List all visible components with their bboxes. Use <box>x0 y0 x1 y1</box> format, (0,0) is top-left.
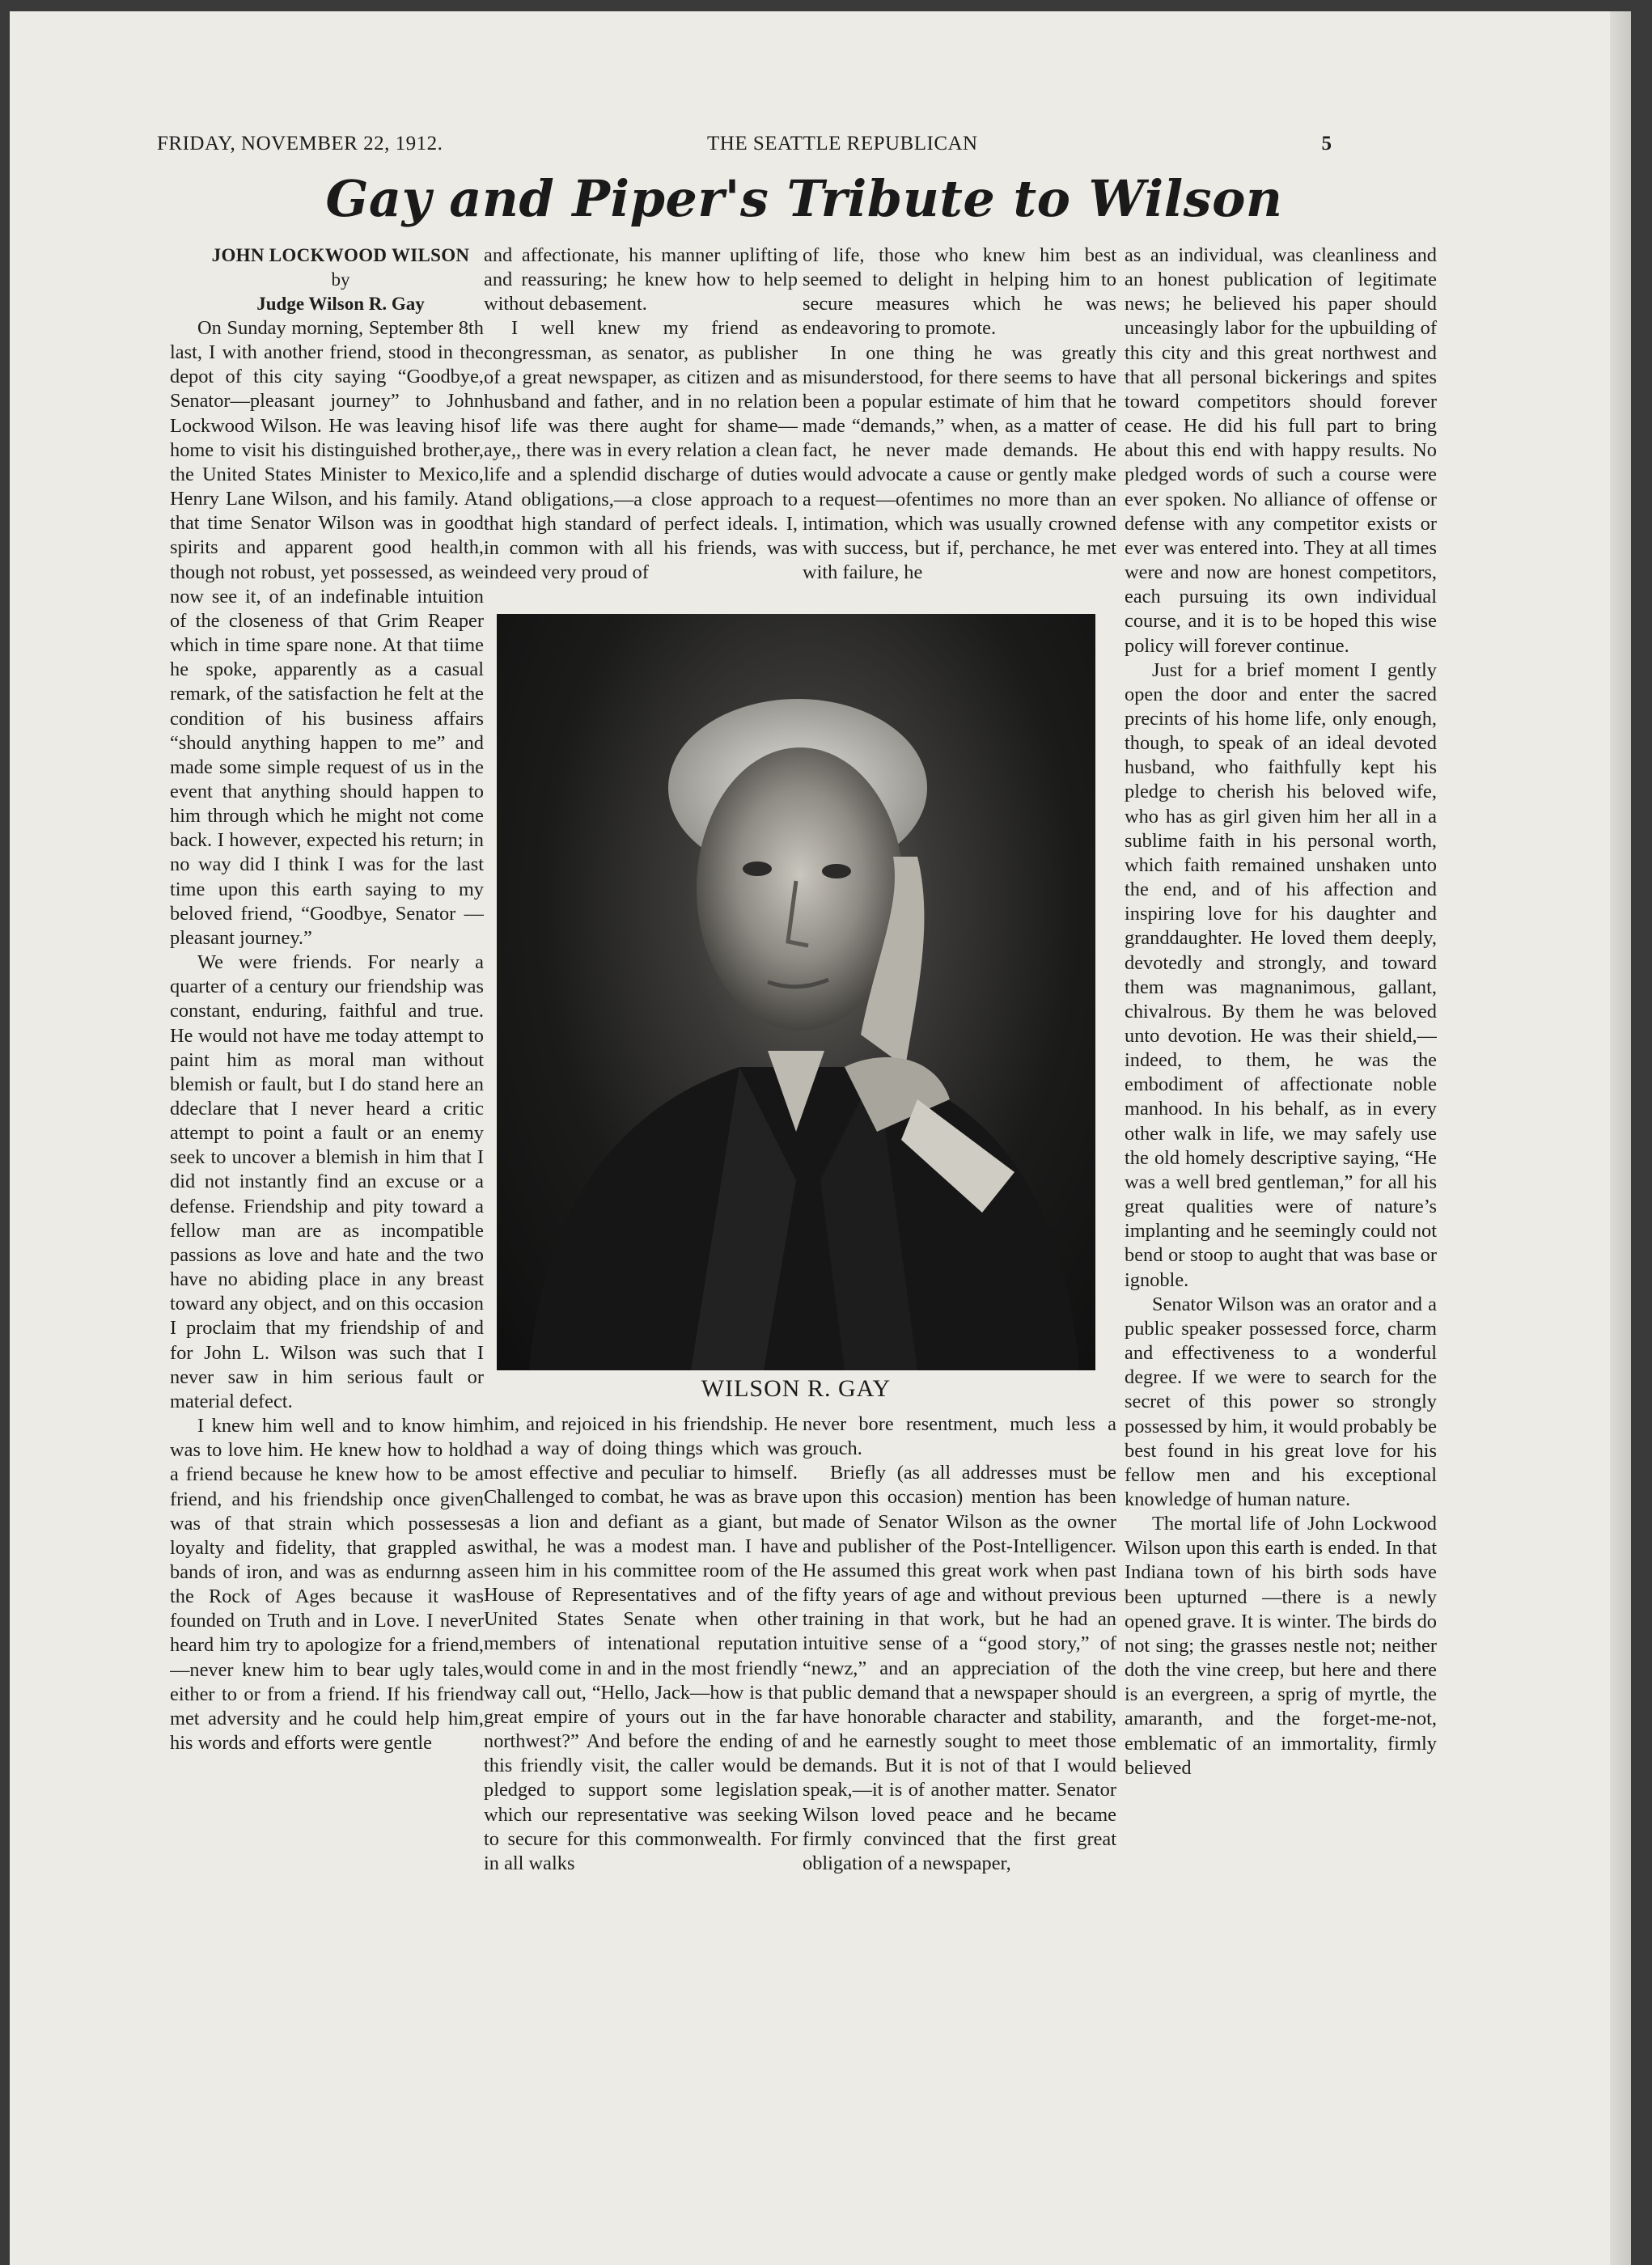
byline-by: by <box>331 269 350 290</box>
page-edge <box>1610 11 1631 2265</box>
newspaper-page <box>10 11 1631 2265</box>
article-headline: Gay and Piper's Tribute to Wilson <box>325 169 1283 228</box>
text-column-3-top <box>803 243 1116 620</box>
paragraph: him, and rejoiced in his friendship. He had a way of doing things which was most effective and peculiar to himself. Challenged to combat, he was as brave as a lion and defiant as a giant, but withal, he was a modest man. I have seen him in his committee room of the House of Representatives and of the United States Senate when other members of intenational reputation would come in and in the most friendly way call out, “Hello, Jack—how is that great empire of yours out in the far northwest?” And before the ending of this friendly visit, the caller would be pledged to support some legislation which our representative was seeking to secure for this commonwealth. For in all walks <box>484 1413 798 1874</box>
portrait-photo <box>497 614 1095 1370</box>
paragraph: never bore resentment, much less a grouch. <box>803 1413 1116 1460</box>
text-column-2-top <box>484 243 798 620</box>
paragraph: of life, those who knew him best seemed to delight in helping him to secure measures which he was endeavoring to promote. <box>803 244 1116 340</box>
text-column-2-bottom <box>484 1412 798 1954</box>
paragraph: The mortal life of John Lockwood Wilson upon this earth is ended. In that Indiana town of his birth sods have been upturned —there is a newly opened grave. It is winter. The birds do not sing; the grasses nestle not; neither doth the vine creep, but here and there is an evergreen, a sprig of myrtle, the amaranth, and the forget-me-not, emblematic of an immortality, firmly believed <box>1125 1513 1437 1779</box>
paragraph: as an individual, was cleanliness and an honest publication of legitimate news; he believed his paper should unceasingly labor for the upbuilding of this city and this great northwest and that all personal bickerings and spites toward competitors should forever cease. He did his full part to bring about this end with happy results. No pledged words of such a course were ever spoken. No alliance of offense or defense with any competitor exists or ever was entered into. They at all times were and now are honest competitors, each pursuing its own individual course, and it is to be hoped this wise policy will forever continue. <box>1125 244 1437 657</box>
paragraph: I well knew my friend as congressman, as senator, as publisher of a great newspaper, as citizen and as husband and father, and in no relation of life was there aught for shame—aye,, there was in every relation a clean life and a splendid discharge of duties and obligations,—a close approach to that high standard of perfect ideals. I, in common with all his friends, was indeed very proud of <box>484 317 798 584</box>
running-head <box>157 133 1332 162</box>
byline-author: Judge Wilson R. Gay <box>256 294 425 314</box>
issue-date: FRIDAY, NOVEMBER 22, 1912. <box>157 133 443 155</box>
paragraph: We were friends. For nearly a quarter of a century our friendship was constant, enduring, faithful and true. He would not have me today attempt to paint him as moral man without blemish or fault, but I do stand here an ddeclare that I never heard a critic attempt to point a fault or an enemy seek to uncover a blemish in him that I did not instantly find an excuse or a defense. Friendship and pity toward a fellow man are as incompatible passions as love and hate and the two have no abiding place in any breast toward any object, and on this occasion I proclaim that my friendship of and for John L. Wilson was such that I never saw in him serious fault or material defect. <box>170 951 484 1412</box>
text-column-4 <box>1125 243 1437 1954</box>
paragraph: On Sunday morning, September 8th last, I with another friend, stood in the depot of this city saying “Goodbye, Senator—pleasant journey” to John Lockwood Wilson. He was leaving his home to visit his distinguished brother, the United States Minister to Mexico, Henry Lane Wilson, and his family. At that time Senator Wilson was in good spirits and apparent good health, though not robust, yet possessed, as we now see it, of an indefinable intuition of the closeness of that Grim Reaper which in time spare none. At that tiime he spoke, apparently as a casual remark, of the satisfaction he felt at the condition of his business affairs “should anything happen to me” and made some simple request of us in the event that anything should happen to him through which he might not come back. I however, expected his return; in no way did I think I was for the last time upon this earth saying to my beloved friend, “Goodbye, Senator —pleasant journey.” <box>170 317 484 949</box>
newspaper-name: THE SEATTLE REPUBLICAN <box>707 133 978 155</box>
text-column-3-bottom <box>803 1412 1116 1954</box>
text-column-1 <box>170 243 484 1954</box>
photo-caption: WILSON R. GAY <box>701 1375 892 1402</box>
portrait-illustration <box>497 614 1095 1370</box>
page-number: 5 <box>1321 133 1332 155</box>
paragraph: Briefly (as all addresses must be upon this occasion) mention has been made of Senator Wilson as the owner and publisher of the Post-Intelligencer. He assumed this great work when past fifty years of age and without previous training in that work, but he had an intuitive sense of a “good story,” of “newz,” and an appreciation of the public demand that a newspaper should have honorable character and stability, and he earnestly sought to meet those demands. But it is not of that I would speak,—it is of another matter. Senator Wilson loved peace and he became firmly convinced that the first great obligation of a newspaper, <box>803 1462 1116 1874</box>
paragraph: Senator Wilson was an orator and a public speaker possessed force, charm and effectiveness to a wonderful degree. If we were to search for the secret of this power so strongly possessed by him, it would probably be best found in his great love for his fellow men and his exceptional knowledge of human nature. <box>1125 1293 1437 1510</box>
paragraph: Just for a brief moment I gently open the door and enter the sacred precints of his home life, only enough, though, to speak of an ideal devoted husband, who faithfully kept his pledge to cherish his beloved wife, who has as girl given him her all in a sublime faith in his personal worth, which faith remained unshaken unto the end, and of his affection and inspiring love for his daughter and granddaughter. He loved them deeply, devotedly and strongly, and toward them was magnanimous, gallant, chivalrous. By them he was beloved unto devotion. He was their shield,—indeed, to them, he was the embodiment of affectionate noble manhood. In his behalf, as in every other walk in life, we may safely use the old homely descriptive saying, “He was a well bred gentleman,” for all his great qualities were of nature’s implanting and he seemingly could not bend or stoop to aught that was base or ignoble. <box>1125 658 1437 1291</box>
paragraph: and affectionate, his manner uplifting and reassuring; he knew how to help without debasement. <box>484 244 798 315</box>
paragraph: I knew him well and to know him was to love him. He knew how to hold a friend because he knew how to be a friend, and his friendship once given was of that strain which possesses loyalty and fidelity, that grappled as bands of iron, and was as endurnng as the Rock of Ages because it was founded on Truth and in Love. I never heard him try to apologize for a friend,—never knew him to bear ugly tales, either to or from a friend. If his friend met adversity and he could help him, his words and efforts were gentle <box>170 1415 484 1755</box>
byline-title: JOHN LOCKWOOD WILSON <box>211 245 470 265</box>
paragraph: In one thing he was greatly misunderstood, for there seems to have been a popular estimate of him that he made “demands,” when, as a matter of fact, he never made demands. He would advocate a cause or gently make a request—ofentimes no more than an intimation, which was usually crowned with success, but if, perchance, he met with failure, he <box>803 341 1116 584</box>
